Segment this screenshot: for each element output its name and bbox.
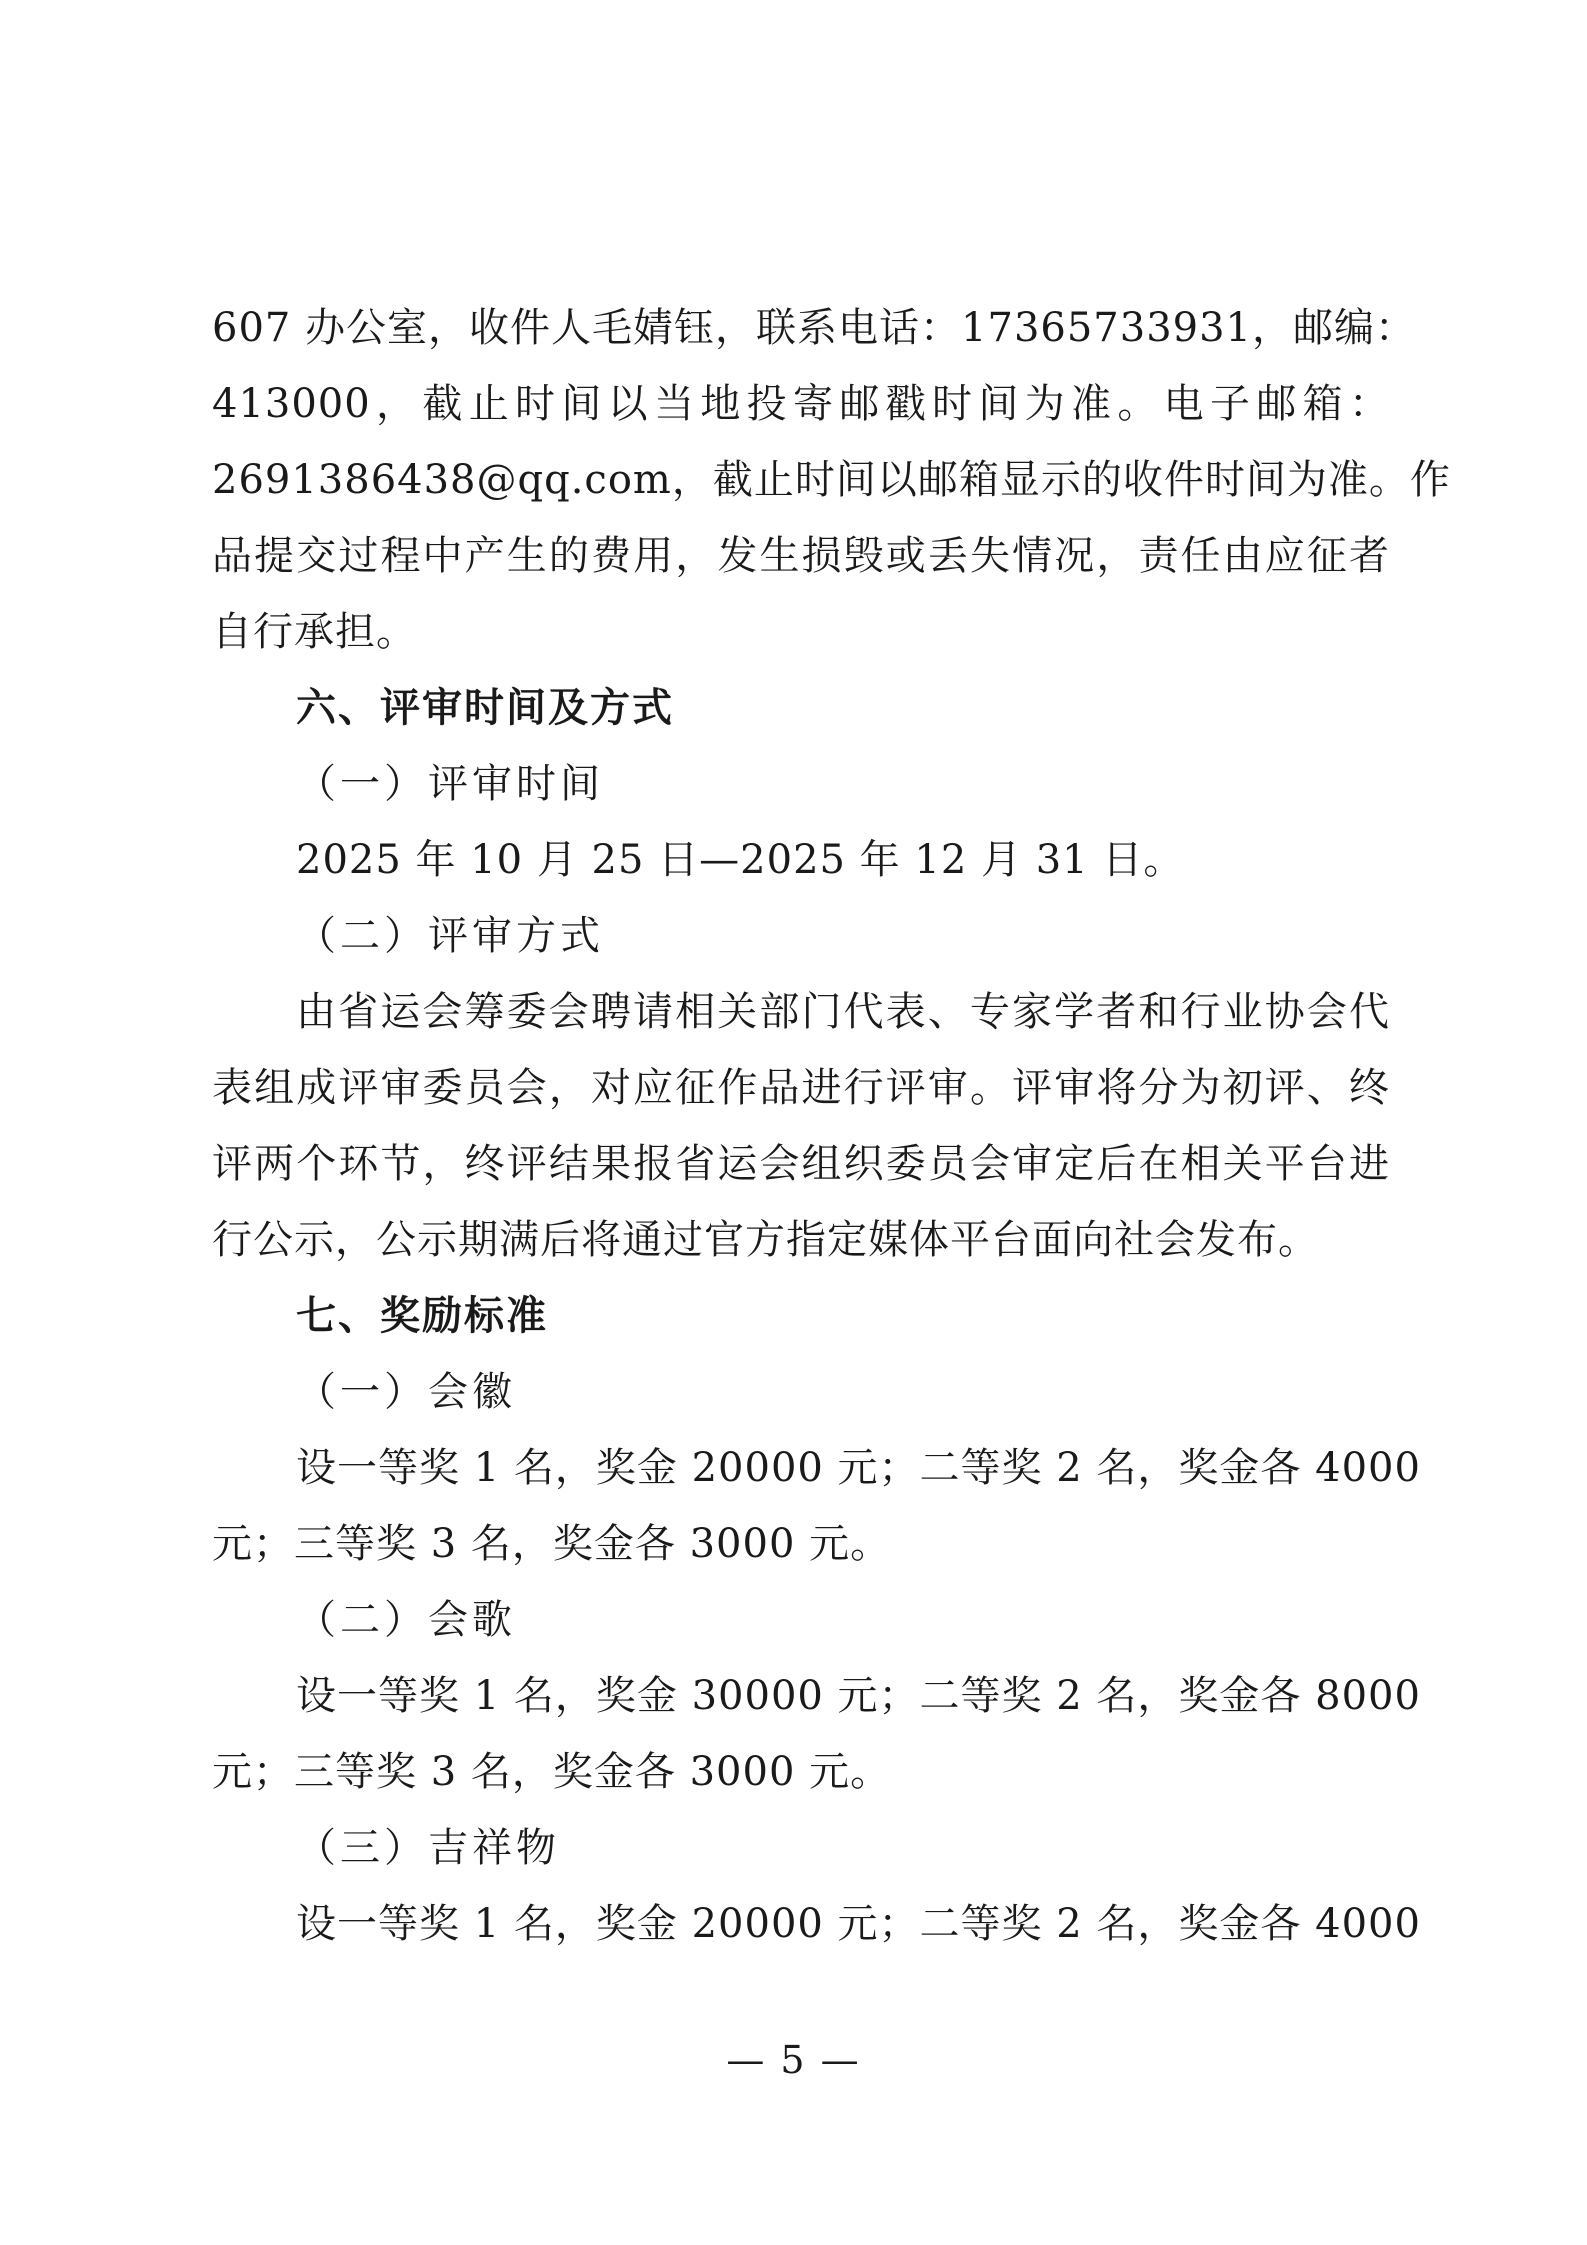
subsection-heading: （二）评审方式: [296, 913, 604, 959]
paragraph-line: 607 办公室，收件人毛婧钰，联系电话：17365733931，邮编：: [212, 305, 1417, 351]
subsection-heading: （一）评审时间: [296, 761, 604, 807]
paragraph-line: 品提交过程中产生的费用，发生损毁或丢失情况，责任由应征者: [212, 533, 1390, 579]
body-text: [212, 290, 1451, 1962]
subsection-heading: （三）吉祥物: [296, 1825, 560, 1871]
paragraph-line: 行公示，公示期满后将通过官方指定媒体平台面向社会发布。: [212, 1217, 1319, 1263]
section-heading: 六、评审时间及方式: [296, 685, 674, 731]
paragraph-line: 2691386438@qq.com，截止时间以邮箱显示的收件时间为准。作: [212, 457, 1451, 503]
subsection-heading: （二）会歌: [296, 1597, 516, 1643]
paragraph-line: 设一等奖 1 名，奖金 30000 元；二等奖 2 名，奖金各 8000: [296, 1673, 1421, 1719]
paragraph-line: 设一等奖 1 名，奖金 20000 元；二等奖 2 名，奖金各 4000: [296, 1445, 1421, 1491]
paragraph-line: 评两个环节，终评结果报省运会组织委员会审定后在相关平台进: [212, 1141, 1390, 1187]
paragraph-line: 表组成评审委员会，对应征作品进行评审。评审将分为初评、终: [212, 1065, 1390, 1111]
paragraph-line: 元；三等奖 3 名，奖金各 3000 元。: [212, 1749, 892, 1795]
paragraph-line: 设一等奖 1 名，奖金 20000 元；二等奖 2 名，奖金各 4000: [296, 1901, 1421, 1947]
paragraph-line: 2025 年 10 月 25 日—2025 年 12 月 31 日。: [296, 837, 1185, 883]
paragraph-line: 元；三等奖 3 名，奖金各 3000 元。: [212, 1521, 892, 1567]
paragraph-line: 由省运会筹委会聘请相关部门代表、专家学者和行业协会代: [296, 989, 1390, 1035]
subsection-heading: （一）会徽: [296, 1369, 516, 1415]
paragraph-line: 自行承担。: [212, 609, 417, 655]
paragraph-line: 413000，截止时间以当地投寄邮戳时间为准。电子邮箱：: [212, 381, 1390, 427]
section-heading: 七、奖励标准: [296, 1293, 548, 1339]
page-number: — 5 —: [726, 2038, 861, 2082]
